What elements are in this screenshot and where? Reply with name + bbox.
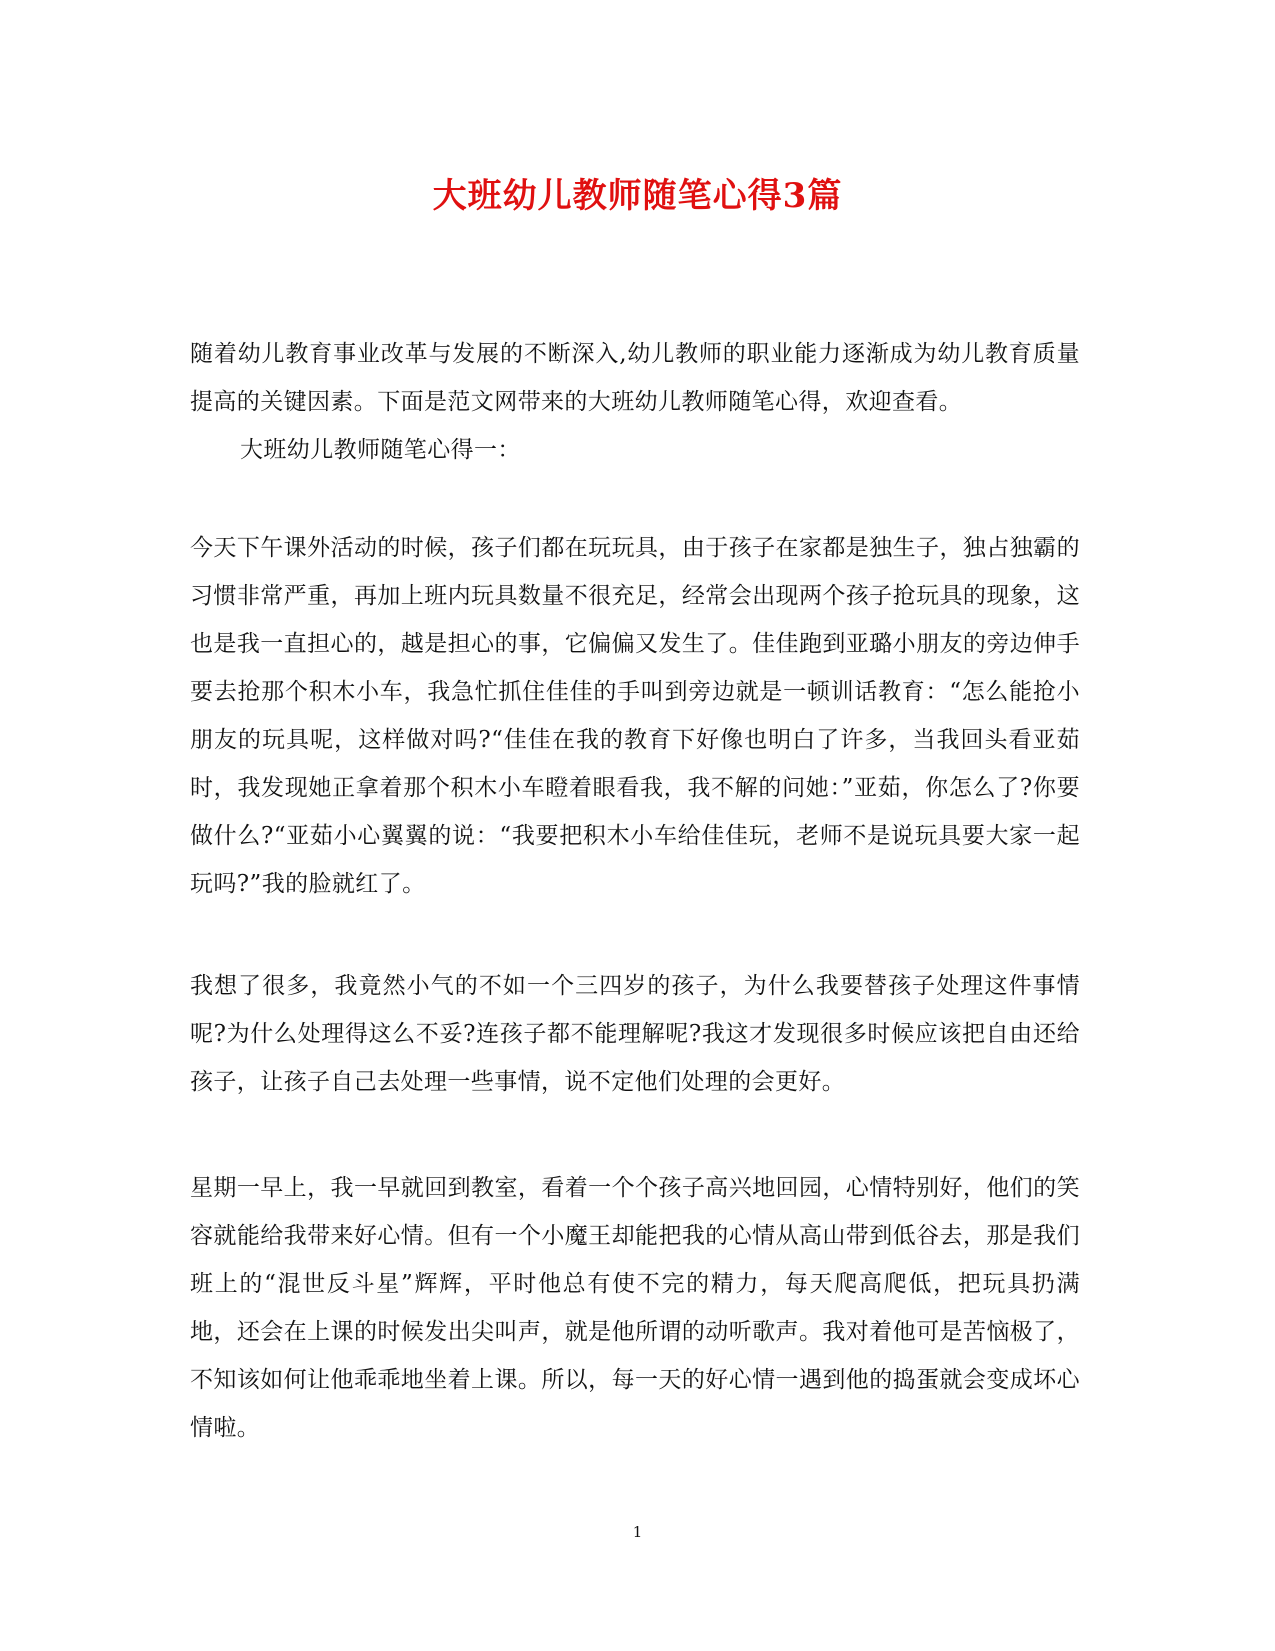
- intro-paragraph: 随着幼儿教育事业改革与发展的不断深入,幼儿教师的职业能力逐渐成为幼儿教育质量提高的关键因素。下面是范文网带来的大班幼儿教师随笔心得，欢迎查看。: [190, 341, 1080, 415]
- section-heading: 大班幼儿教师随笔心得一：: [240, 437, 521, 463]
- body-paragraph-3: 星期一早上，我一早就回到教室，看着一个个孩子高兴地回园，心情特别好，他们的笑容就能给我带来好心情。但有一个小魔王却能把我的心情从高山带到低谷去，那是我们班上的“混世反斗星”辉辉，平时他总有使不完的精力，每天爬高爬低，把玩具扔满地，还会在上课的时候发出尖叫声，就是他所谓的动听歌声。我对着他可是苦恼极了，不知该如何让他乖乖地坐着上课。所以，每一天的好心情一遇到他的捣蛋就会变成坏心情啦。: [190, 1175, 1080, 1441]
- document-title: 大班幼儿教师随笔心得3篇: [432, 176, 843, 216]
- body-paragraph-2: 我想了很多，我竟然小气的不如一个三四岁的孩子，为什么我要替孩子处理这件事情呢?为什么处理得这么不妥?连孩子都不能理解呢?我这才发现很多时候应该把自由还给孩子，让孩子自己去处理一些事情，说不定他们处理的会更好。: [190, 973, 1080, 1095]
- page-number: 1: [632, 1523, 643, 1541]
- body-paragraph-1: 今天下午课外活动的时候，孩子们都在玩玩具，由于孩子在家都是独生子，独占独霸的习惯非常严重，再加上班内玩具数量不很充足，经常会出现两个孩子抢玩具的现象，这也是我一直担心的，越是担心的事，它偏偏又发生了。佳佳跑到亚璐小朋友的旁边伸手要去抢那个积木小车，我急忙抓住佳佳的手叫到旁边就是一顿训话教育：“怎么能抢小朋友的玩具呢，这样做对吗?“佳佳在我的教育下好像也明白了许多，当我回头看亚茹时，我发现她正拿着那个积木小车瞪着眼看我，我不解的问她：”亚茹，你怎么了?你要做什么?“亚茹小心翼翼的说：“我要把积木小车给佳佳玩，老师不是说玩具要大家一起玩吗?”我的脸就红了。: [190, 535, 1080, 897]
